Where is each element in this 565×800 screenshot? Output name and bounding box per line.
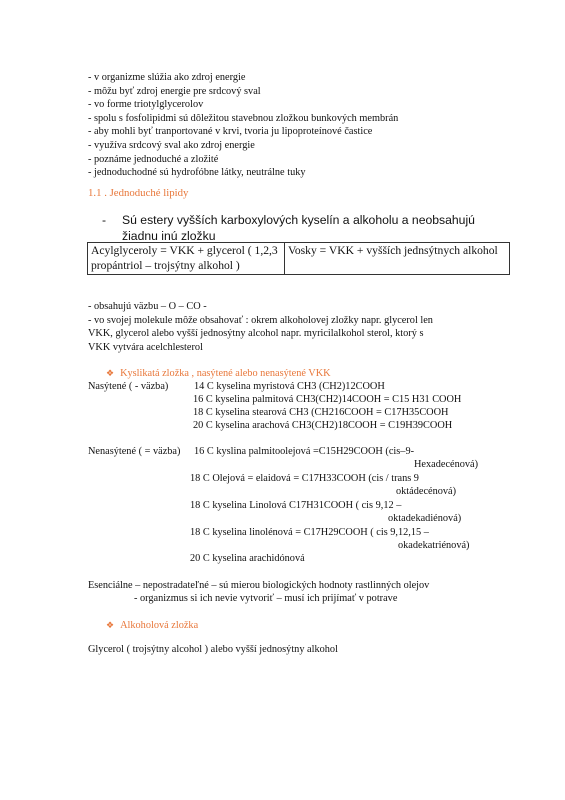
definition-text: Sú estery vyšších karboxylových kyselín a alkoholu a neobsahujú žiadnu inú zložku	[122, 213, 475, 243]
paragraph-line: VKK vytvára acelchlesterol	[88, 341, 203, 353]
intro-line: - využíva srdcový sval ako zdroj energie	[88, 139, 255, 151]
saturated-label: Nasýtené ( - väzba)	[88, 381, 169, 392]
intro-line: - jednoduchodné sú hydrofóbne látky, neutrálne tuky	[88, 167, 306, 179]
section-heading-acid-component	[106, 368, 331, 379]
table-cell-acylglycerols: Acylglyceroly = VKK + glycerol ( 1,2,3 propántriol – trojsýtny alkohol )	[88, 243, 285, 275]
essential-line: - organizmus si ich nevie vytvoriť – musí ich prijímať v potrave	[134, 593, 398, 604]
glycerol-line: Glycerol ( trojsýtny alcohol ) alebo vyšší jednosýtny alkohol	[88, 644, 338, 655]
section-heading-alcohol-component	[106, 620, 198, 631]
diamond-bullet-icon: ❖	[106, 620, 115, 630]
acid-line-continuation: okadekatriénová)	[398, 540, 470, 551]
intro-line: - v organizme slúžia ako zdroj energie	[88, 72, 246, 83]
table-row	[88, 243, 510, 275]
diamond-bullet-icon: ❖	[106, 368, 115, 378]
paragraph-line: - obsahujú väzbu – O – CO -	[88, 301, 207, 312]
acid-line: 14 C kyselina myristová CH3 (CH2)12COOH	[194, 381, 385, 392]
unsaturated-label: Nenasýtené ( = väzba)	[88, 446, 181, 457]
intro-line: - môžu byť zdroj energie pre srdcový sval	[88, 85, 261, 97]
intro-line: - spolu s fosfolipidmi sú dôležitou stavebnou zložkou bunkových membrán	[88, 112, 399, 124]
acid-line-continuation: oktádecénová)	[396, 486, 457, 497]
acid-line: 20 C kyselina arachová CH3(CH2)18COOH = C19H39COOH	[193, 420, 453, 431]
acid-line-continuation: oktadekadiénová)	[388, 513, 462, 524]
lipid-types-table	[87, 242, 510, 275]
intro-line: - vo forme triotylglycerolov	[88, 99, 204, 111]
acid-line: 20 C kyselina arachidónová	[190, 553, 305, 564]
paragraph-line: VKK, glycerol alebo vyšší jednosýtny alcohol napr. myricilalkohol sterol, ktorý s	[88, 328, 424, 339]
acid-line: 18 C kyselina Linolová C17H31COOH ( cis 9,12 –	[190, 500, 402, 511]
section-title: Alkoholová zložka	[120, 620, 199, 631]
acid-line: 18 C kyselina stearová CH3 (CH216COOH = C17H35COOH	[193, 407, 449, 418]
acid-line: 18 C Olejová = elaidová = C17H33COOH (cis / trans 9	[190, 473, 419, 484]
acid-line: 16 C kyslina palmitoolejová =C15H29COOH (cis–9-	[194, 446, 415, 457]
intro-line: - aby mohli byť tranportované v krvi, tvoria ju lipoproteínové častice	[88, 126, 373, 138]
section-heading-simple-lipids: 1.1 . Jednoduché lipidy	[88, 187, 189, 199]
dash-bullet: -	[102, 213, 107, 227]
table-cell-waxes: Vosky = VKK + vyšších jednsýtnych alkohol	[285, 243, 510, 275]
bond-paragraph	[88, 300, 488, 354]
acid-line: 16 C kyselina palmitová CH3(CH2)14COOH = C15 H31 COOH	[193, 394, 462, 405]
acid-line: 18 C kyselina linolénová = C17H29COOH ( cis 9,12,15 –	[190, 527, 429, 538]
intro-line: - poznáme jednoduché a zložité	[88, 153, 219, 165]
paragraph-line: - vo svojej molekule môže obsahovať : okrem alkoholovej zložky napr. glycerol len	[88, 314, 433, 326]
acid-line-continuation: Hexadecénová)	[414, 459, 479, 470]
section-title: Kyslikatá zložka , nasýtené alebo nenasýtené VKK	[120, 368, 331, 379]
intro-list	[88, 71, 398, 180]
essential-line: Esenciálne – nepostradateľné – sú mierou biologických hodnoty rastlinných olejov	[88, 580, 430, 591]
